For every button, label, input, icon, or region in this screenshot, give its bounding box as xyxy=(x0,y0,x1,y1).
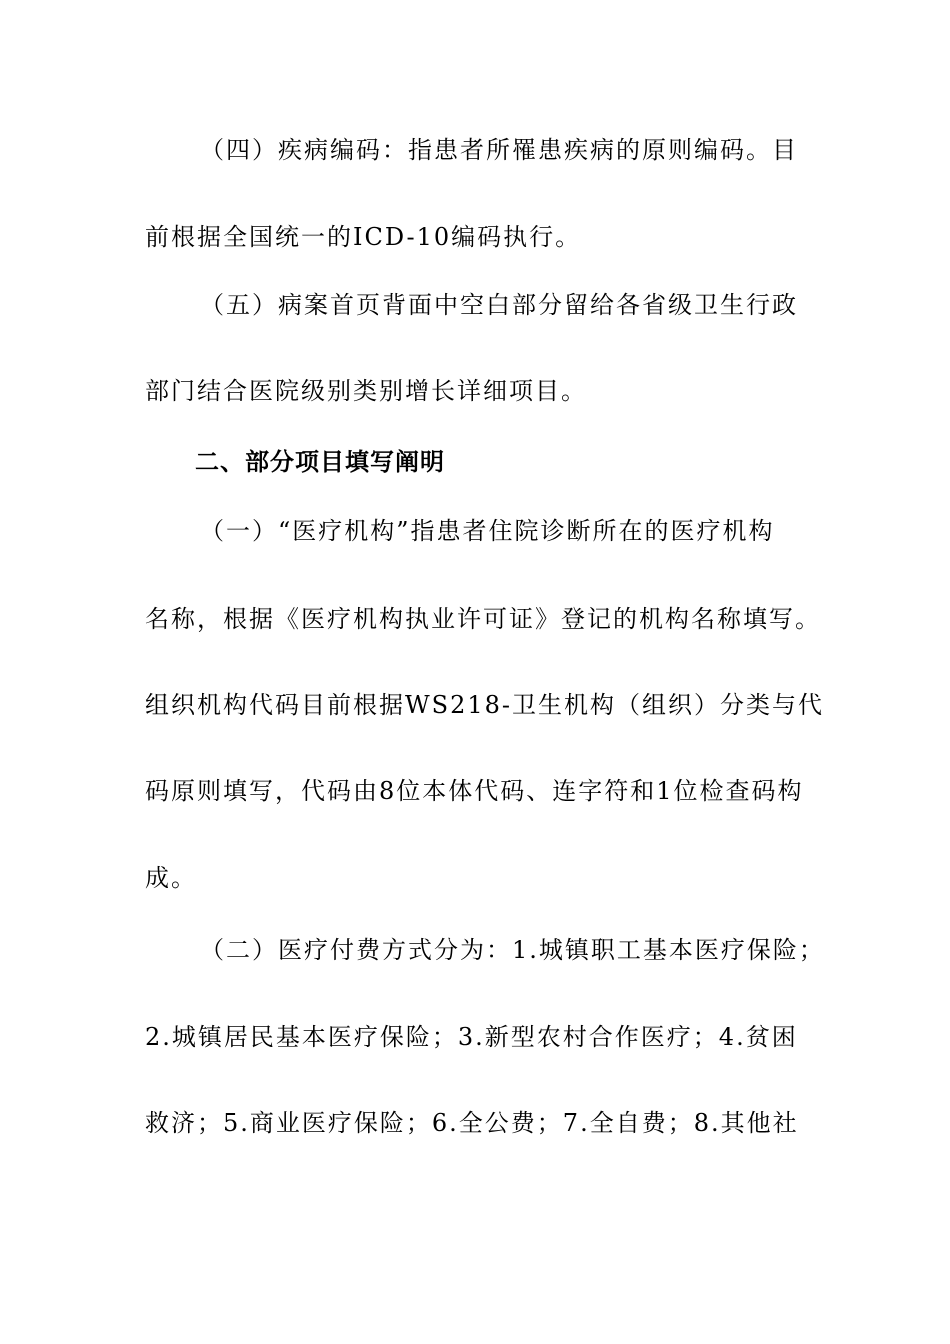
paragraph-line: 前根据全国统一的ICD-10编码执行。 xyxy=(145,223,582,251)
paragraph-line: 组织机构代码目前根据WS218-卫生机构（组织）分类与代 xyxy=(145,691,825,719)
paragraph-line: 名称，根据《医疗机构执业许可证》登记的机构名称填写。 xyxy=(145,605,821,633)
paragraph-line: 2.城镇居民基本医疗保险；3.新型农村合作医疗；4.贫困 xyxy=(145,1023,798,1051)
paragraph-line: （一）“医疗机构”指患者住院诊断所在的医疗机构 xyxy=(200,517,775,545)
paragraph-line: 部门结合医院级别类别增长详细项目。 xyxy=(145,377,587,405)
paragraph-line: （五）病案首页背面中空白部分留给各省级卫生行政 xyxy=(200,291,798,319)
section-heading: 二、部分项目填写阐明 xyxy=(195,448,445,476)
paragraph-line: 码原则填写，代码由8位本体代码、连字符和1位检查码构 xyxy=(145,777,804,805)
paragraph-line: 成。 xyxy=(145,864,197,892)
paragraph-line: （四）疾病编码：指患者所罹患疾病的原则编码。目 xyxy=(200,136,798,164)
paragraph-line: 救济；5.商业医疗保险；6.全公费；7.全自费；8.其他社 xyxy=(145,1109,799,1137)
paragraph-line: （二）医疗付费方式分为：1.城镇职工基本医疗保险； xyxy=(200,936,825,964)
